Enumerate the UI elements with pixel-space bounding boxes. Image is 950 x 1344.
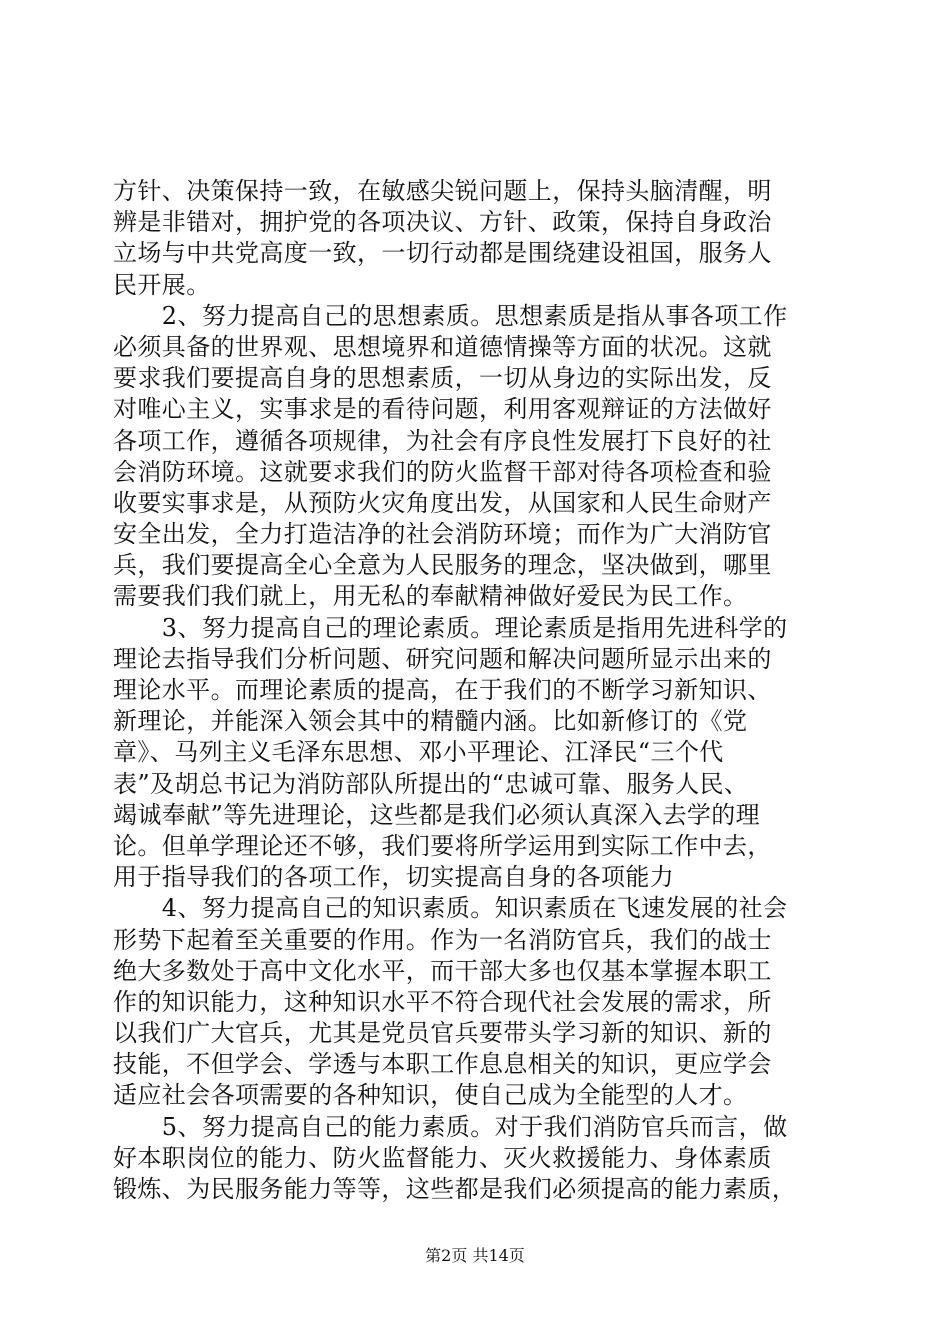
text-line: 绝大多数处于高中文化水平，而干部大多也仅基本掌握本职工 — [113, 956, 772, 985]
paragraph-5-start: 5、努力提高自己的能力素质。对于我们消防官兵而言，做 — [113, 1112, 788, 1141]
text-line: 新理论，并能深入领会其中的精髓内涵。比如新修订的《党 — [113, 707, 748, 736]
text-line: 兵，我们要提高全心全意为人民服务的理念，坚决做到，哪里 — [113, 551, 772, 580]
text-line: 竭诚奉献”等先进理论，这些都是我们必须认真深入去学的理 — [113, 800, 761, 829]
paragraph-4-start: 4、努力提高自己的知识素质。知识素质在飞速发展的社会 — [113, 894, 788, 923]
text-line: 用于指导我们的各项工作，切实提高自身的各项能力 — [113, 863, 675, 892]
text-line: 对唯心主义，实事求是的看待问题，利用客观辩证的方法做好 — [113, 395, 772, 424]
text-line: 辨是非错对，拥护党的各项决议、方针、政策，保持自身政治 — [113, 208, 772, 237]
page-number-footer: 第2页 共14页 — [425, 1246, 525, 1265]
text-line: 形势下起着至关重要的作用。作为一名消防官兵，我们的战士 — [113, 925, 772, 954]
text-line: 立场与中共党高度一致，一切行动都是围绕建设祖国，服务人 — [113, 239, 772, 268]
text-line: 方针、决策保持一致，在敏感尖锐问题上，保持头脑清醒，明 — [113, 177, 772, 205]
text-line: 作的知识能力，这种知识水平不符合现代社会发展的需求，所 — [113, 987, 772, 1016]
text-line: 安全出发，全力打造洁净的社会消防环境；而作为广大消防官 — [113, 520, 772, 549]
text-line: 需要我们我们就上，用无私的奉献精神做好爱民为民工作。 — [113, 582, 748, 611]
text-line: 民开展。 — [113, 270, 211, 299]
text-line: 章》、马列主义毛泽东思想、邓小平理论、江泽民“三个代 — [113, 738, 724, 767]
text-line: 收要实事求是，从预防火灾角度出发，从国家和人民生命财产 — [113, 488, 772, 517]
text-line: 理论水平。而理论素质的提高，在于我们的不断学习新知识、 — [113, 676, 772, 704]
text-line: 各项工作，遵循各项规律，为社会有序良性发展打下良好的社 — [113, 426, 772, 455]
text-line: 要求我们要提高自身的思想素质，一切从身边的实际出发，反 — [113, 364, 772, 393]
text-line: 锻炼、为民服务能力等等，这些都是我们必须提高的能力素质， — [113, 1175, 797, 1203]
text-line: 必须具备的世界观、思想境界和道德情操等方面的状况。这就 — [113, 332, 772, 361]
text-line: 论。但单学理论还不够，我们要将所学运用到实际工作中去， — [113, 831, 772, 860]
paragraph-2-start: 2、努力提高自己的思想素质。思想素质是指从事各项工作 — [113, 301, 788, 330]
text-line: 以我们广大官兵，尤其是党员官兵要带头学习新的知识、新的 — [113, 1019, 772, 1048]
text-line: 表”及胡总书记为消防部队所提出的“忠诚可靠、服务人民、 — [113, 769, 749, 798]
text-line: 适应社会各项需要的各种知识，使自己成为全能型的人才。 — [113, 1081, 748, 1110]
paragraph-3-start: 3、努力提高自己的理论素质。理论素质是指用先进科学的 — [113, 613, 788, 642]
text-line: 好本职岗位的能力、防火监督能力、灭火救援能力、身体素质 — [113, 1143, 772, 1172]
text-line: 理论去指导我们分析问题、研究问题和解决问题所显示出来的 — [113, 644, 772, 673]
text-line: 会消防环境。这就要求我们的防火监督干部对待各项检查和验 — [113, 457, 772, 486]
text-line: 技能，不但学会、学透与本职工作息息相关的知识，更应学会 — [113, 1050, 772, 1079]
document-body — [113, 176, 839, 1205]
